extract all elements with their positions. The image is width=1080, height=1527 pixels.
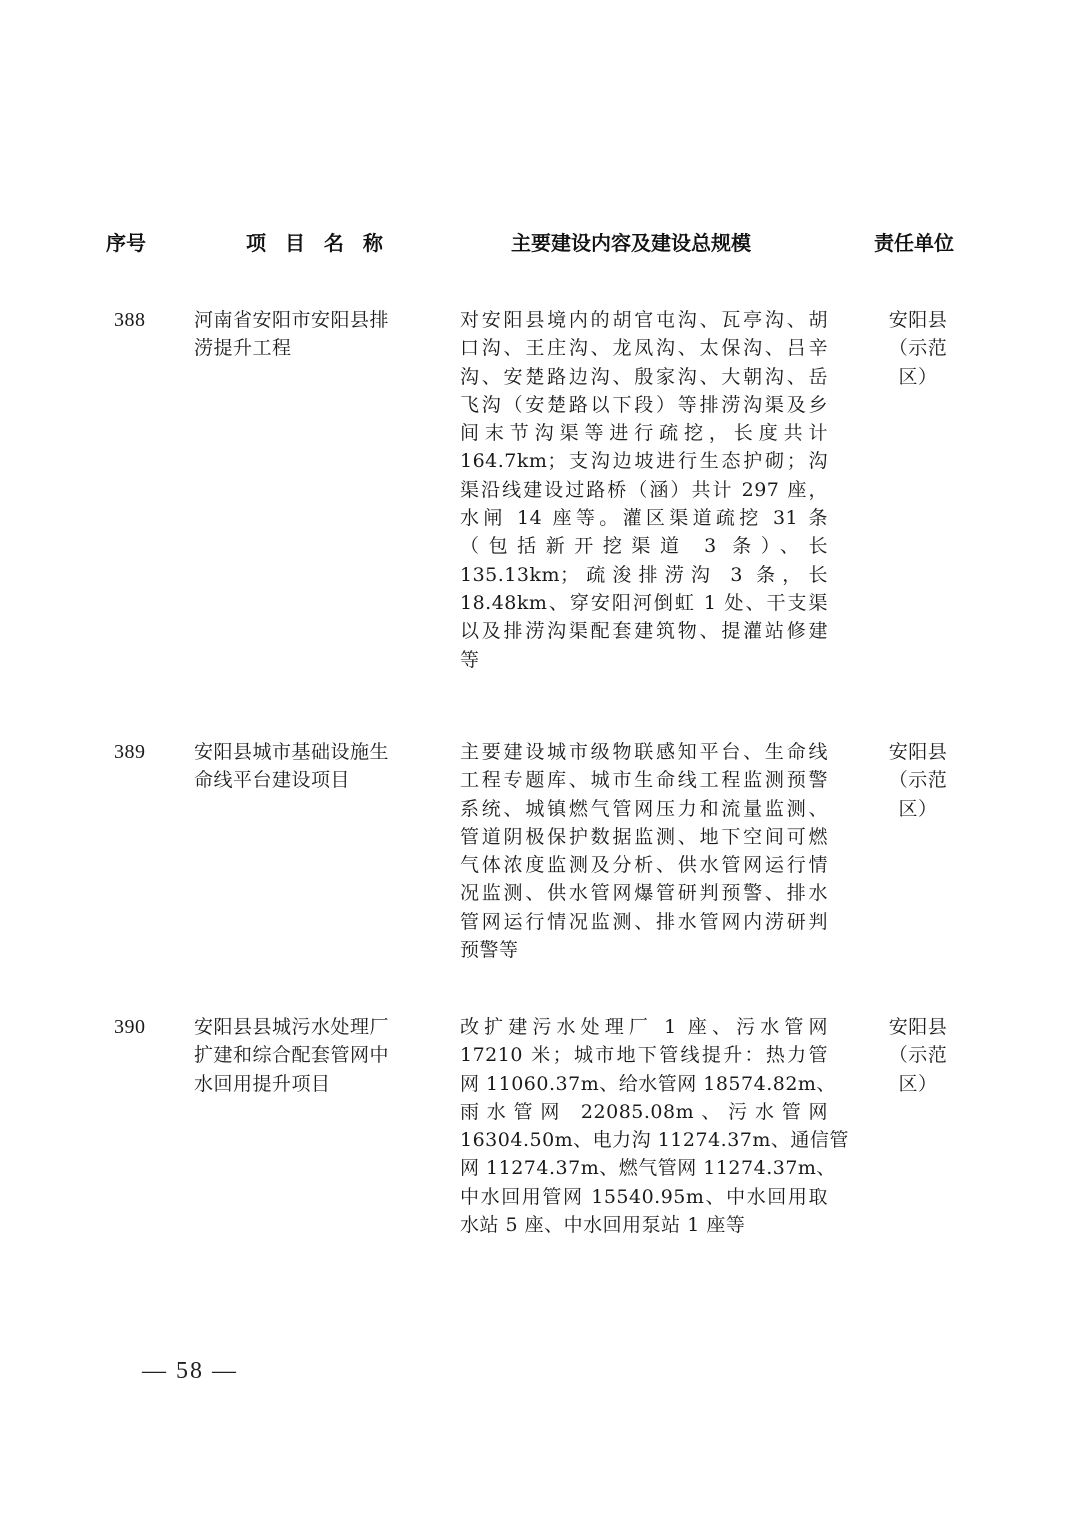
- row-project-name: [194, 1013, 419, 1098]
- content-line: 135.13km；疏浚排涝沟 3 条，长: [460, 563, 828, 586]
- name-line: 水回用提升项目: [194, 1072, 331, 1095]
- name-line: 扩建和综合配套管网中: [194, 1044, 390, 1067]
- unit-line: 安阳县: [888, 309, 948, 331]
- content-line: 164.7km；支沟边坡进行生态护砌；沟: [460, 450, 828, 473]
- row-responsible-unit: [880, 1013, 956, 1098]
- unit-line: 安阳县: [888, 741, 948, 763]
- page-number: — 58 —: [142, 1358, 238, 1384]
- content-line: 水闸 14 座等。灌区渠道疏挖 31 条: [460, 507, 828, 530]
- row-construction-content: [460, 1013, 849, 1239]
- row-responsible-unit: [880, 306, 956, 391]
- content-line: 对安阳县境内的胡官屯沟、瓦亭沟、胡: [460, 309, 828, 331]
- header-project-name: 项 目 名 称: [246, 231, 389, 255]
- row-seq: 389: [114, 741, 146, 763]
- content-line: 预警等: [460, 939, 519, 962]
- content-line: 16304.50m、电力沟 11274.37m、通信管: [460, 1129, 849, 1152]
- content-line: 气体浓度监测及分析、供水管网运行情: [460, 854, 828, 877]
- content-line: 18.48km、穿安阳河倒虹 1 处、干支渠: [460, 591, 828, 614]
- row-construction-content: [460, 306, 828, 674]
- row-seq: 388: [114, 309, 146, 331]
- row-project-name: [194, 738, 419, 795]
- content-line: 口沟、王庄沟、龙凤沟、太保沟、吕辛: [460, 337, 828, 360]
- content-line: 网 11060.37m、给水管网 18574.82m、: [460, 1072, 836, 1095]
- row-responsible-unit: [880, 738, 956, 823]
- content-line: 管道阴极保护数据监测、地下空间可燃: [460, 825, 828, 848]
- header-construction-content: 主要建设内容及建设总规模: [511, 231, 751, 255]
- content-line: 主要建设城市级物联感知平台、生命线: [460, 741, 828, 763]
- name-line: 安阳县县城污水处理厂: [194, 1016, 390, 1038]
- name-line: 命线平台建设项目: [194, 769, 351, 792]
- row-seq: 390: [114, 1016, 146, 1038]
- content-line: 以及排涝沟渠配套建筑物、提灌站修建: [460, 620, 828, 643]
- content-line: 系统、城镇燃气管网压力和流量监测、: [460, 797, 828, 820]
- name-line: 涝提升工程: [194, 337, 292, 360]
- unit-line: 区）: [898, 365, 938, 388]
- content-line: 沟、安楚路边沟、殷家沟、大朝沟、岳: [460, 365, 828, 388]
- header-seq: 序号: [106, 231, 146, 255]
- content-line: 工程专题库、城市生命线工程监测预警: [460, 769, 828, 792]
- unit-line: 区）: [898, 797, 938, 820]
- unit-line: （示范: [888, 337, 948, 360]
- content-line: 17210 米；城市地下管线提升：热力管: [460, 1044, 828, 1067]
- content-line: 等: [460, 648, 480, 671]
- content-line: 飞沟（安楚路以下段）等排涝沟渠及乡: [460, 393, 828, 416]
- content-line: 渠沿线建设过路桥（涵）共计 297 座，: [460, 478, 828, 501]
- table-header: [0, 228, 1080, 262]
- content-line: 雨水管网 22085.08m、污水管网: [460, 1100, 828, 1123]
- content-line: 中水回用管网 15540.95m、中水回用取: [460, 1185, 828, 1208]
- name-line: 安阳县城市基础设施生: [194, 741, 390, 763]
- content-line: 网 11274.37m、燃气管网 11274.37m、: [460, 1157, 836, 1180]
- row-construction-content: [460, 738, 828, 964]
- content-line: 管网运行情况监测、排水管网内涝研判: [460, 910, 828, 933]
- header-responsible-unit: 责任单位: [874, 231, 954, 255]
- unit-line: 安阳县: [888, 1016, 948, 1038]
- content-line: （包括新开挖渠道 3 条）、长: [460, 535, 828, 558]
- content-line: 水站 5 座、中水回用泵站 1 座等: [460, 1214, 746, 1237]
- unit-line: 区）: [898, 1072, 938, 1095]
- content-line: 间末节沟渠等进行疏挖，长度共计: [460, 422, 828, 445]
- content-line: 况监测、供水管网爆管研判预警、排水: [460, 882, 828, 905]
- unit-line: （示范: [888, 1044, 948, 1067]
- unit-line: （示范: [888, 769, 948, 792]
- content-line: 改扩建污水处理厂 1 座、污水管网: [460, 1016, 828, 1038]
- name-line: 河南省安阳市安阳县排: [194, 309, 390, 331]
- row-project-name: [194, 306, 419, 363]
